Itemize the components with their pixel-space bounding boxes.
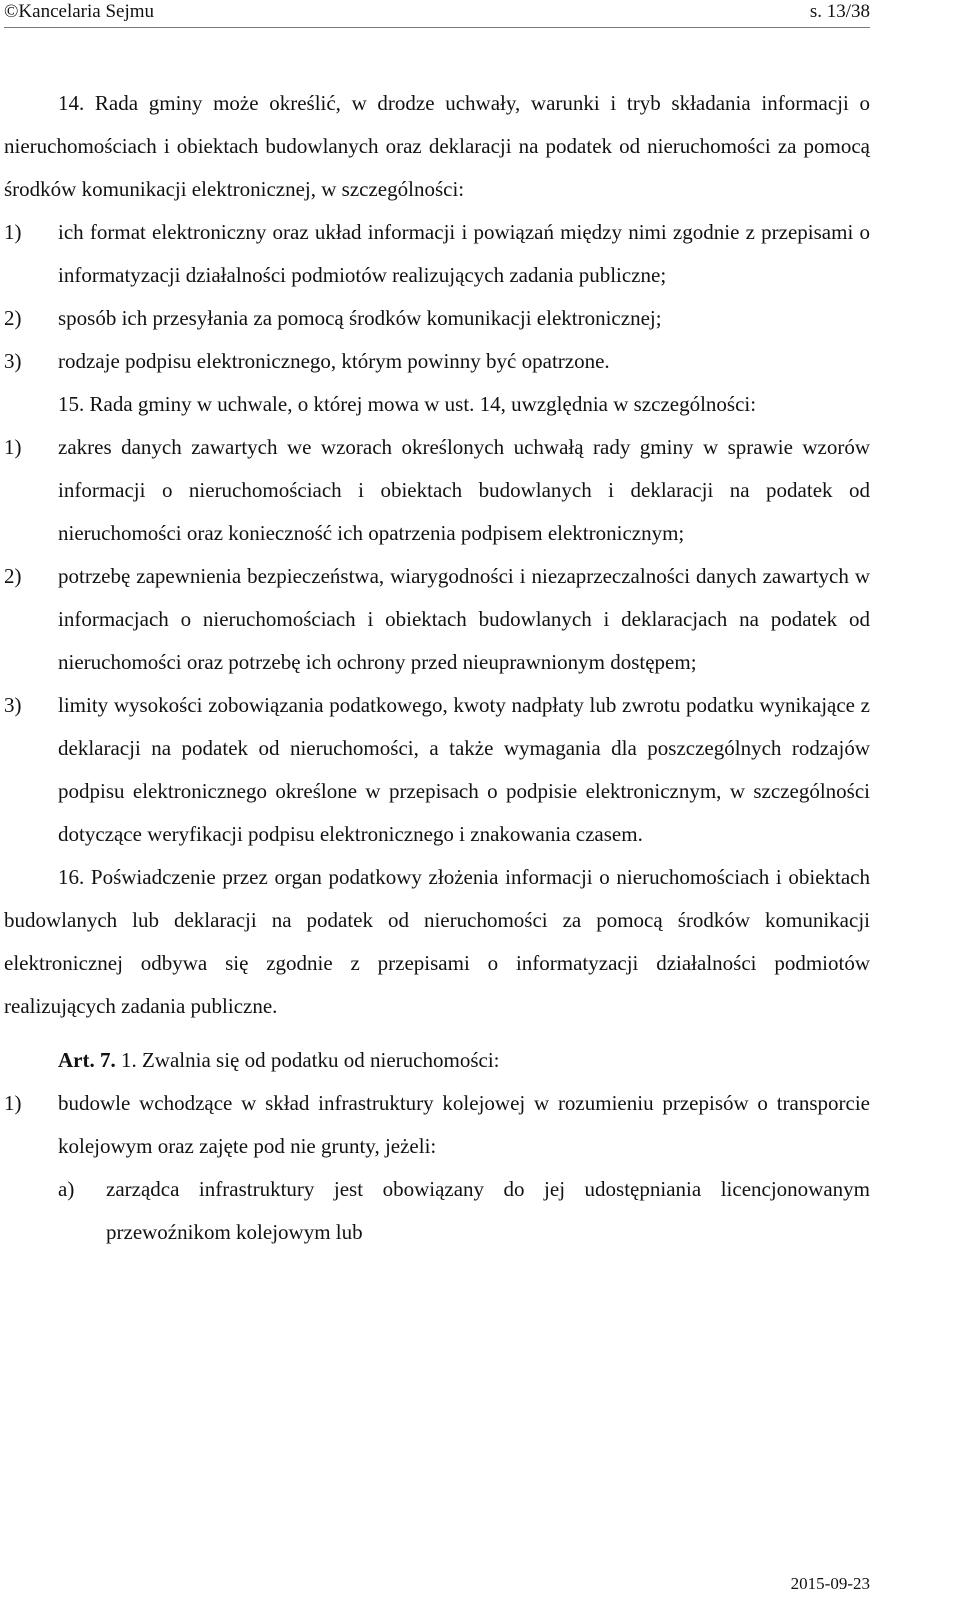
- article-text: 1. Zwalnia się od podatku od nieruchomości:: [115, 1048, 500, 1072]
- list-item: [4, 297, 870, 340]
- list-item-text: rodzaje podpisu elektronicznego, którym powinny być opatrzone.: [58, 349, 610, 373]
- list-item: [4, 684, 870, 856]
- header-divider: [4, 27, 870, 28]
- list-item: [4, 555, 870, 684]
- footer-date: 2015-09-23: [790, 1574, 870, 1593]
- sub-list-item-text: zarządca infrastruktury jest obowiązany do jej udostępniania licencjonowanym przewoźnikom kolejowym lub: [106, 1177, 870, 1244]
- list-item-number: 1): [4, 1091, 22, 1115]
- list-item: [4, 426, 870, 555]
- document-body: [4, 82, 870, 1254]
- page-header: [0, 0, 870, 24]
- page-number: s. 13/38: [809, 1, 870, 22]
- list-item: [4, 340, 870, 383]
- list-item-number: 3): [4, 693, 22, 717]
- list-item-text: ich format elektroniczny oraz układ informacji i powiązań między nimi zgodnie z przepisami o informatyzacji działalności podmiotów realizujących zadania publiczne;: [58, 220, 870, 287]
- paragraph-15: 15. Rada gminy w uchwale, o której mowa w ust. 14, uwzględnia w szczególności:: [58, 392, 757, 416]
- list-item-text: budowle wchodzące w skład infrastruktury kolejowej w rozumieniu przepisów o transporcie kolejowym oraz zajęte pod nie grunty, jeżeli:: [58, 1091, 870, 1158]
- list-item-number: 1): [4, 220, 22, 244]
- paragraph-16: 16. Poświadczenie przez organ podatkowy złożenia informacji o nieruchomościach i obiektach budowlanych lub deklaracji na podatek od nieruchomości za pomocą środków komunikacji elektronicznej odbywa się zgodnie z przepisami o informatyzacji działalności podmiotów realizujących zadania publiczne.: [4, 865, 870, 1018]
- paragraph-14: 14. Rada gminy może określić, w drodze uchwały, warunki i tryb składania informacji o nieruchomościach i obiektach budowlanych oraz deklaracji na podatek od nieruchomości za pomocą środków komunikacji elektronicznej, w szczególności:: [4, 91, 870, 201]
- article-7-heading: [4, 1039, 870, 1082]
- list-item-number: 2): [4, 564, 22, 588]
- list-item-text: limity wysokości zobowiązania podatkowego, kwoty nadpłaty lub zwrotu podatku wynikające z deklaracji na podatek od nieruchomości, a także wymagania dla poszczególnych rodzajów podpisu elektronicznego określone w przepisach o podpisie elektronicznym, w szczególności dotyczące weryfikacji podpisu elektronicznego i znakowania czasem.: [58, 693, 870, 846]
- sub-list-item-letter: a): [58, 1177, 75, 1201]
- list-item-text: zakres danych zawartych we wzorach określonych uchwałą rady gminy w sprawie wzorów informacji o nieruchomościach i obiektach budowlanych i deklaracji na podatek od nieruchomości oraz konieczność ich opatrzenia podpisem elektronicznym;: [58, 435, 870, 545]
- source-label: ©Kancelaria Sejmu: [4, 1, 155, 22]
- list-item-number: 3): [4, 349, 22, 373]
- article-label: Art. 7.: [58, 1048, 116, 1072]
- list-item-number: 2): [4, 306, 22, 330]
- list-item-text: sposób ich przesyłania za pomocą środków komunikacji elektronicznej;: [58, 306, 662, 330]
- list-item: [4, 211, 870, 297]
- sub-list-item: [58, 1168, 870, 1254]
- list-item-number: 1): [4, 435, 22, 459]
- list-item-text: potrzebę zapewnienia bezpieczeństwa, wiarygodności i niezaprzeczalności danych zawartych w informacjach o nieruchomościach i obiektach budowlanych i deklaracjach na podatek od nieruchomości oraz potrzebę ich ochrony przed nieuprawnionym dostępem;: [58, 564, 870, 674]
- list-item: [4, 1082, 870, 1168]
